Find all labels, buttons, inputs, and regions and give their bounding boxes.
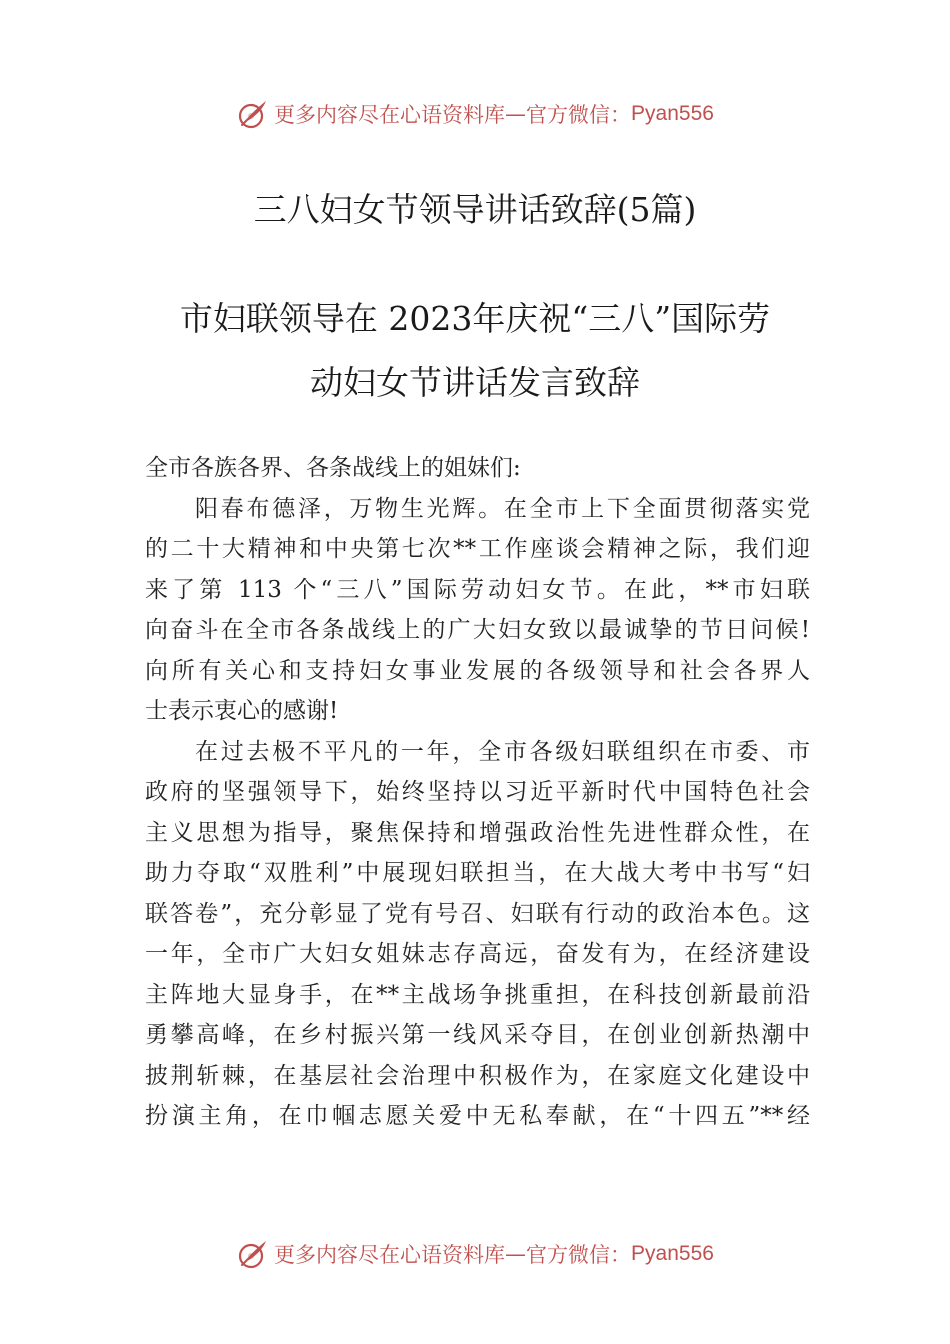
- paragraph-line: 政府的坚强领导下，始终坚持以习近平新时代中国特色社会: [145, 779, 810, 805]
- document-subtitle: [60, 287, 890, 415]
- banner-wechat-label: 官方微信：: [526, 1243, 632, 1267]
- paragraph-line: 阳春布德泽，万物生光辉。在全市上下全面贯彻落实党: [195, 495, 810, 522]
- quill-logo-icon: [236, 97, 270, 131]
- paragraph-line: 主阵地大显身手，在**主战场争挑重担，在科技创新最前沿: [145, 981, 810, 1008]
- paragraph-line: 士表示衷心的感谢!: [145, 698, 339, 724]
- banner-separator: —: [505, 1242, 527, 1266]
- paragraph-line: 向所有关心和支持妇女事业发展的各级领导和社会各界人: [145, 657, 810, 684]
- paragraph-line: 来了第 113 个“三八”国际劳动妇女节。在此，**市妇联: [145, 576, 810, 603]
- paragraph-line: 助力夺取“双胜利”中展现妇联担当，在大战大考中书写“妇: [145, 860, 810, 886]
- document-title: 三八妇女节领导讲话致辞(5篇): [253, 190, 697, 229]
- paragraph-line: 在过去极不平凡的一年，全市各级妇联组织在市委、市: [195, 738, 810, 765]
- paragraph-line: 勇攀高峰，在乡村振兴第一线风采夺目，在创业创新热潮中: [145, 1022, 810, 1048]
- paragraph-line: 的二十大精神和中央第七次**工作座谈会精神之际，我们迎: [145, 536, 810, 562]
- quill-logo-icon: [236, 1237, 270, 1271]
- paragraph-line: 联答卷”，充分彰显了党有号召、妇联有行动的政治本色。这: [145, 900, 810, 927]
- banner-wechat-label: 官方微信：: [526, 103, 632, 127]
- subtitle-line: 动妇女节讲话发言致辞: [310, 363, 640, 402]
- paragraph-line: 主义思想为指导，聚焦保持和增强政治性先进性群众性，在: [145, 819, 810, 846]
- document-body: [145, 448, 810, 1137]
- salutation: 全市各族各界、各条战线上的姐妹们:: [145, 455, 521, 481]
- banner-wechat-handle: Pyan556: [631, 1242, 714, 1265]
- banner-separator: —: [505, 102, 527, 126]
- subtitle-line: 市妇联领导在 2023年庆祝“三八”国际劳: [179, 299, 771, 338]
- banner-wechat-handle: Pyan556: [631, 102, 714, 125]
- paragraph-line: 一年，全市广大妇女姐妹志存高远，奋发有为，在经济建设: [145, 941, 810, 967]
- paragraph-line: 向奋斗在全市各条战线上的广大妇女致以最诚挚的节日问候!: [145, 617, 810, 643]
- banner-text: 更多内容尽在心语资料库: [274, 1243, 506, 1267]
- banner-text: 更多内容尽在心语资料库: [274, 103, 506, 127]
- footer-watermark-banner: [0, 1234, 950, 1274]
- paragraph-line: 披荆斩棘，在基层社会治理中积极作为，在家庭文化建设中: [145, 1062, 810, 1089]
- paragraph-line: 扮演主角，在巾帼志愿关爱中无私奉献，在“十四五”**经: [145, 1103, 810, 1129]
- header-watermark-banner: [0, 94, 950, 134]
